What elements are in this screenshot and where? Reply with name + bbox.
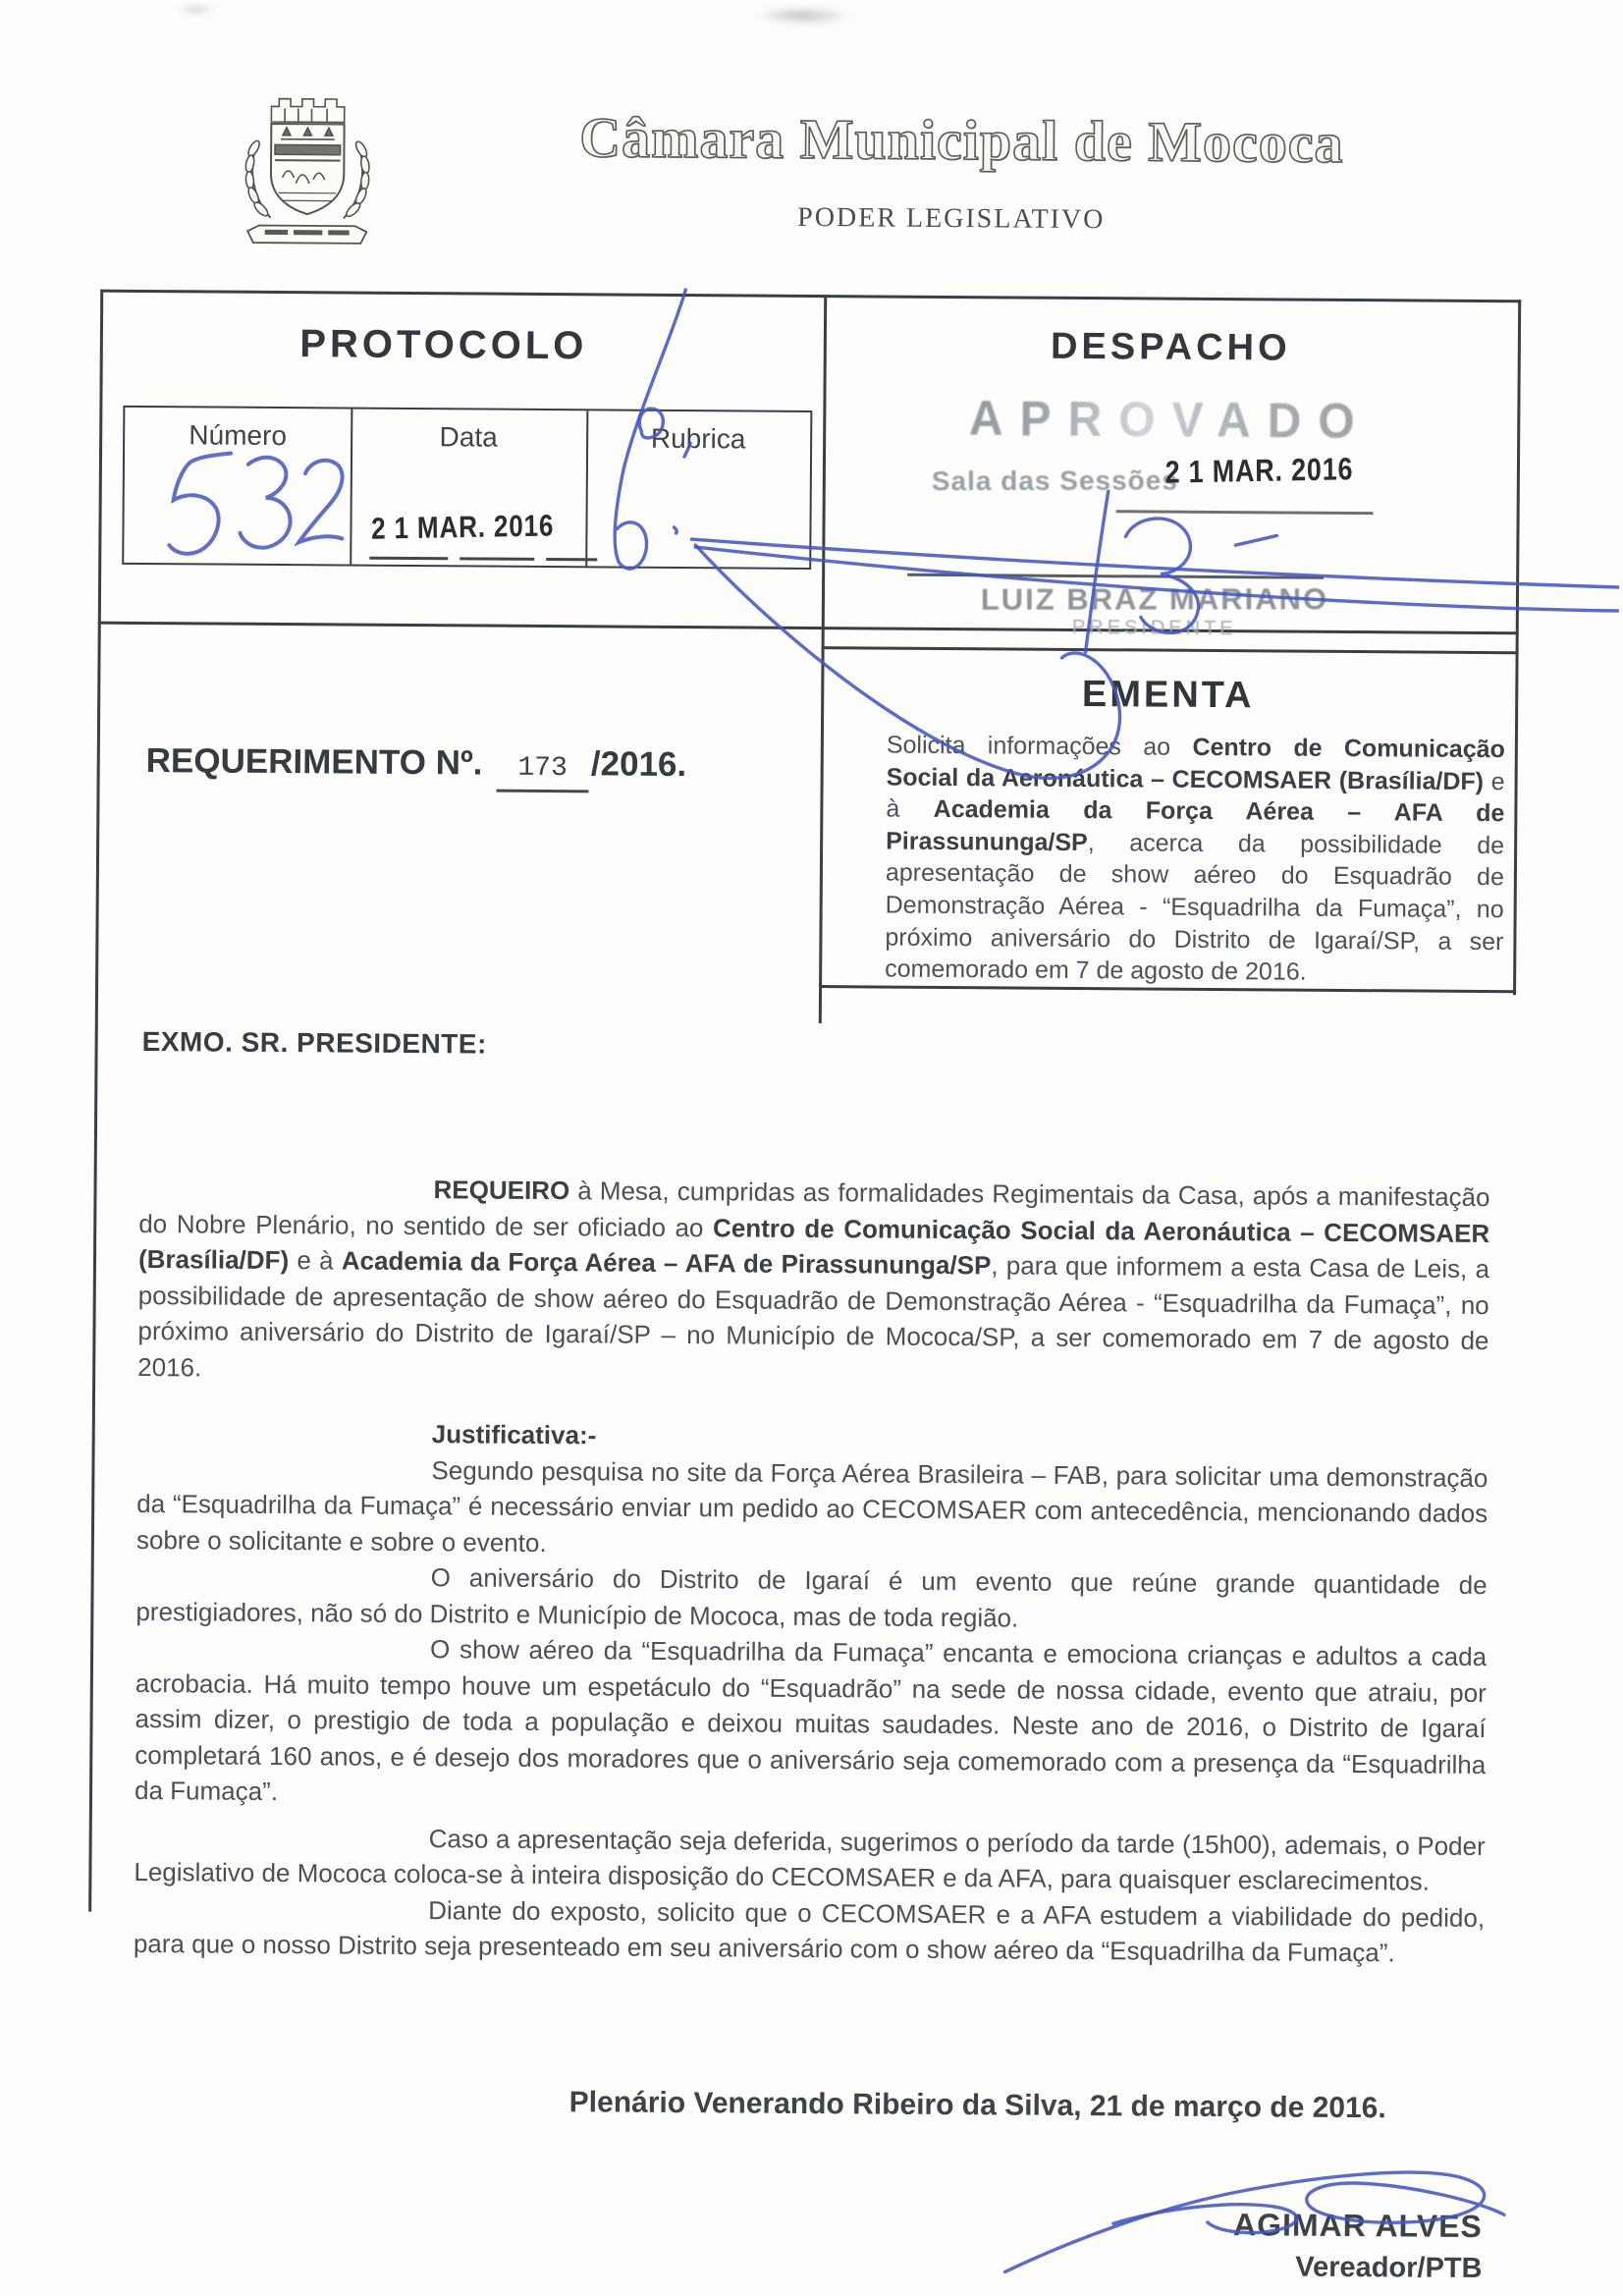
place-and-date-line: Plenário Venerando Ribeiro da Silva, 21 de março de 2016. — [568, 2086, 1386, 2125]
rubrica-label: Rubrica — [650, 422, 746, 455]
paragraph-requeiro: REQUEIRO à Mesa, cumpridas as formalidades Regimentais da Casa, após a manifestação do Nobre Plenário, no sentido de ser oficiado ao Centro de Comunicação Social da Aeronáutica – CECOMSAER (Brasília/DF) e à Academia da Força Aérea – AFA de Pirassununga/SP, para que informem a esta Casa de Leis, a possibilidade de apresentação de show aéreo do Esquadrão de Demonstração Aérea - “Esquadrilha da Fumaça”, no próximo aniversário do Distrito de Igaraí/SP – no Município de Mococa/SP, a ser comemorado em 7 de agosto de 2016. — [137, 1175, 1490, 1382]
requerimento-label: REQUERIMENTO Nº. — [145, 741, 483, 783]
salutation: EXMO. SR. PRESIDENTE: — [141, 1026, 487, 1060]
frame-left-border — [88, 290, 103, 1912]
paragraph: Diante do exposto, solicito que o CECOMSAER e a AFA estudem a viabilidade do pedido, para que o nosso Distrito seja presenteado em seu aniversário com o show aéreo da “Esquadrilha da Fumaça”. — [133, 1894, 1486, 1968]
paragraph: O show aéreo da “Esquadrilha da Fumaça” encanta e emociona crianças e adultos a cada acrobacia. Há muito tempo houve um espetáculo do “Esquadrão” na sede de nossa cidade, evento que atraiu, por assim dizer, o prestigio de toda a população e deixou muitas saudades. Neste ano de 2016, o Distrito de Igaraí completará 160 anos, e é desejo dos moradores que o aniversário seja comemorado com a presença da “Esquadrilha da Fumaça”. — [134, 1634, 1488, 1807]
requerimento-number: 173 — [496, 753, 589, 793]
despacho-ementa-divider — [822, 646, 1519, 654]
date-underline-dash — [546, 558, 597, 561]
signer-name: AGIMAR ALVES — [1232, 2207, 1483, 2245]
protocolo-table — [122, 406, 812, 570]
scan-smudge — [754, 6, 852, 27]
frame-middle-divider — [98, 622, 1519, 635]
numero-label: Número — [189, 419, 288, 452]
org-subtitle: PODER LEGISLATIVO — [797, 201, 1106, 236]
protocolo-title: PROTOCOLO — [299, 322, 588, 368]
paragraph: Caso a apresentação seja deferida, sugerimos o período da tarde (15h00), ademais, o Poder Legislativo de Mococa coloca-se à inteira disposição do CECOMSAER e da AFA, para quaisquer esclarecimentos. — [134, 1823, 1486, 1896]
ementa-title: EMENTA — [1081, 674, 1255, 717]
protocolo-date-stamp: 2 1 MAR. 2016 — [370, 508, 555, 546]
signer-role: Vereador/PTB — [1295, 2251, 1483, 2285]
data-label: Data — [439, 421, 498, 453]
paragraph: Segundo pesquisa no site da Força Aérea Brasileira – FAB, para solicitar uma demonstração da “Esquadrilha da Fumaça” é necessário enviar um pedido ao CECOMSAER com antecedência, mencionando dados sobre o solicitante e sobre o evento. — [135, 1454, 1488, 1558]
president-signature-line — [907, 574, 1324, 579]
ementa-text: Solicita informações ao Centro de Comunicação Social da Aeronáutica – CECOMSAER (Brasília/DF) e à Academia da Força Aérea – AFA de Pirassununga/SP, acerca da possibilidade de apresentação de show aéreo do Esquadrão de Demonstração Aérea - “Esquadrilha da Fumaça”, no próximo aniversário do Distrito de Igaraí/SP, a ser comemorado em 7 de agosto de 2016. — [885, 731, 1505, 986]
paragraph: O aniversário do Distrito de Igaraí é um evento que reúne grande quantidade de prestigiadores, não só do Distrito e Município de Mococa, mas de toda região. — [135, 1562, 1488, 1633]
coat-of-arms-mococa — [221, 84, 395, 250]
aprovado-stamp: APROVADO — [823, 390, 1517, 452]
despacho-date-underline — [1116, 510, 1374, 515]
requerimento-year: /2016. — [590, 744, 687, 785]
frame-top-border — [100, 290, 1521, 303]
despacho-title: DESPACHO — [1050, 325, 1291, 369]
sala-das-sessoes-label: Sala das Sessões — [931, 465, 1178, 497]
org-name: Câmara Municipal de Mococa — [579, 105, 1344, 175]
body-text — [134, 1170, 1490, 1972]
president-name: LUIZ BRAZ MARIANO — [980, 581, 1329, 617]
scan-smudge — [175, 3, 216, 16]
date-underline-dash — [369, 557, 448, 561]
date-underline-dash — [460, 557, 534, 561]
requerimento-number-line — [146, 741, 687, 793]
signer-block — [1233, 2207, 1483, 2285]
president-title: PRESIDENTE — [1071, 616, 1237, 640]
justificativa-heading: Justificativa:- — [431, 1419, 597, 1450]
despacho-date-stamp: 2 1 MAR. 2016 — [1164, 451, 1354, 490]
